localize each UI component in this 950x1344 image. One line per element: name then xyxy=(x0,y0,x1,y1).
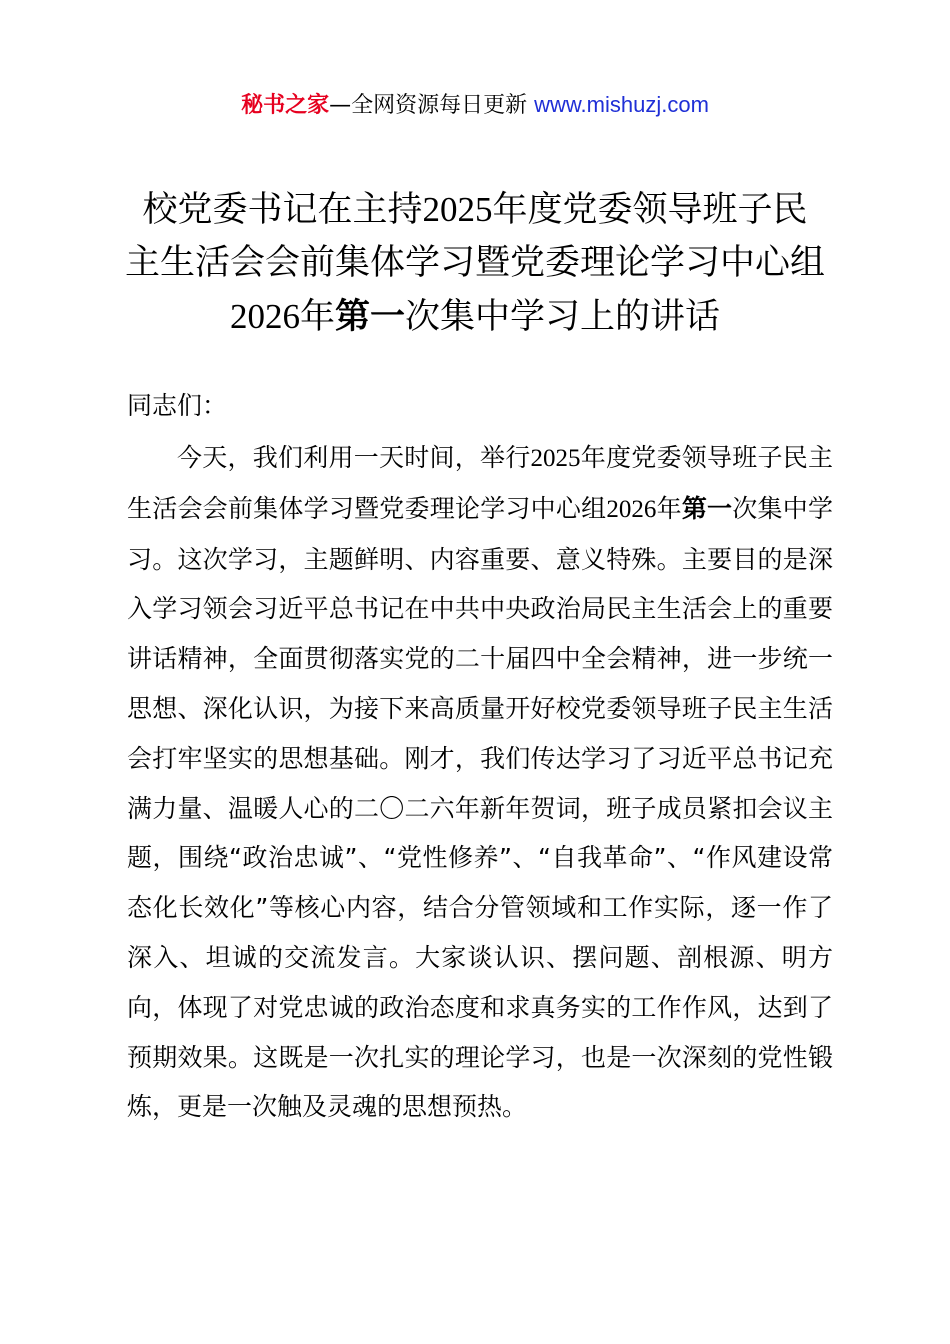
title-line-1 xyxy=(110,183,840,237)
title-year: 2025 xyxy=(422,190,493,229)
title-text: 校党委书记在主持 xyxy=(142,190,423,230)
title-line-3 xyxy=(110,290,840,344)
site-header xyxy=(0,88,950,123)
title-bold-text: 第一 xyxy=(334,297,405,337)
paragraph-text: 年 xyxy=(656,493,682,523)
paragraph-text: 今天，我们利用一天时间，举行 xyxy=(177,443,531,472)
document-title xyxy=(110,183,840,344)
salutation: 同志们： xyxy=(127,391,228,420)
paragraph-text: 年度党委领导班子民主生活会会前集体学习暨党委理论学习中心组 xyxy=(127,443,833,523)
header-tagline: —全网资源每日更新 xyxy=(329,93,535,118)
title-line-2: 主生活会会前集体学习暨党委理论学习中心组 xyxy=(124,243,825,283)
paragraph-year: 2025 xyxy=(530,445,581,472)
paragraph-year: 2026 xyxy=(606,495,657,523)
title-year: 2026 xyxy=(229,297,300,336)
body-paragraph xyxy=(127,433,833,1132)
site-url-link[interactable]: www.mishuzj.com xyxy=(534,92,709,117)
brand-name: 秘书之家 xyxy=(241,93,330,118)
title-text: 年 xyxy=(299,297,335,337)
title-text: 次集中学习上的讲话 xyxy=(405,297,721,337)
title-text: 年度党委领导班子民 xyxy=(492,190,808,230)
paragraph-bold-text: 第一 xyxy=(681,493,733,523)
paragraph-text: 次集中学习。这次学习，主题鲜明、内容重要、意义特殊。主要目的是深入学习领会习近平总书记在中共中央政治局民主生活会上的重要讲话精神，全面贯彻落实党的二十届四中全会精神，进一步统一思想、深化认识，为接下来高质量开好校党委领导班子民主生活会打牢坚实的思想基础。刚才，我们传达学习了习近平总书记充满力量、温暖人心的二〇二六年新年贺词，班子成员紧扣会议主题，围绕“政治忠诚”、“党性修养”、“自我革命”、“作风建设常态化长效化”等核心内容，结合分管领域和工作实际，逐一作了深入、坦诚的交流发言。大家谈认识、摆问题、剖根源、明方向，体现了对党忠诚的政治态度和求真务实的工作作风，达到了预期效果。这既是一次扎实的理论学习，也是一次深刻的党性锻炼，更是一次触及灵魂的思想预热。 xyxy=(127,493,833,1122)
